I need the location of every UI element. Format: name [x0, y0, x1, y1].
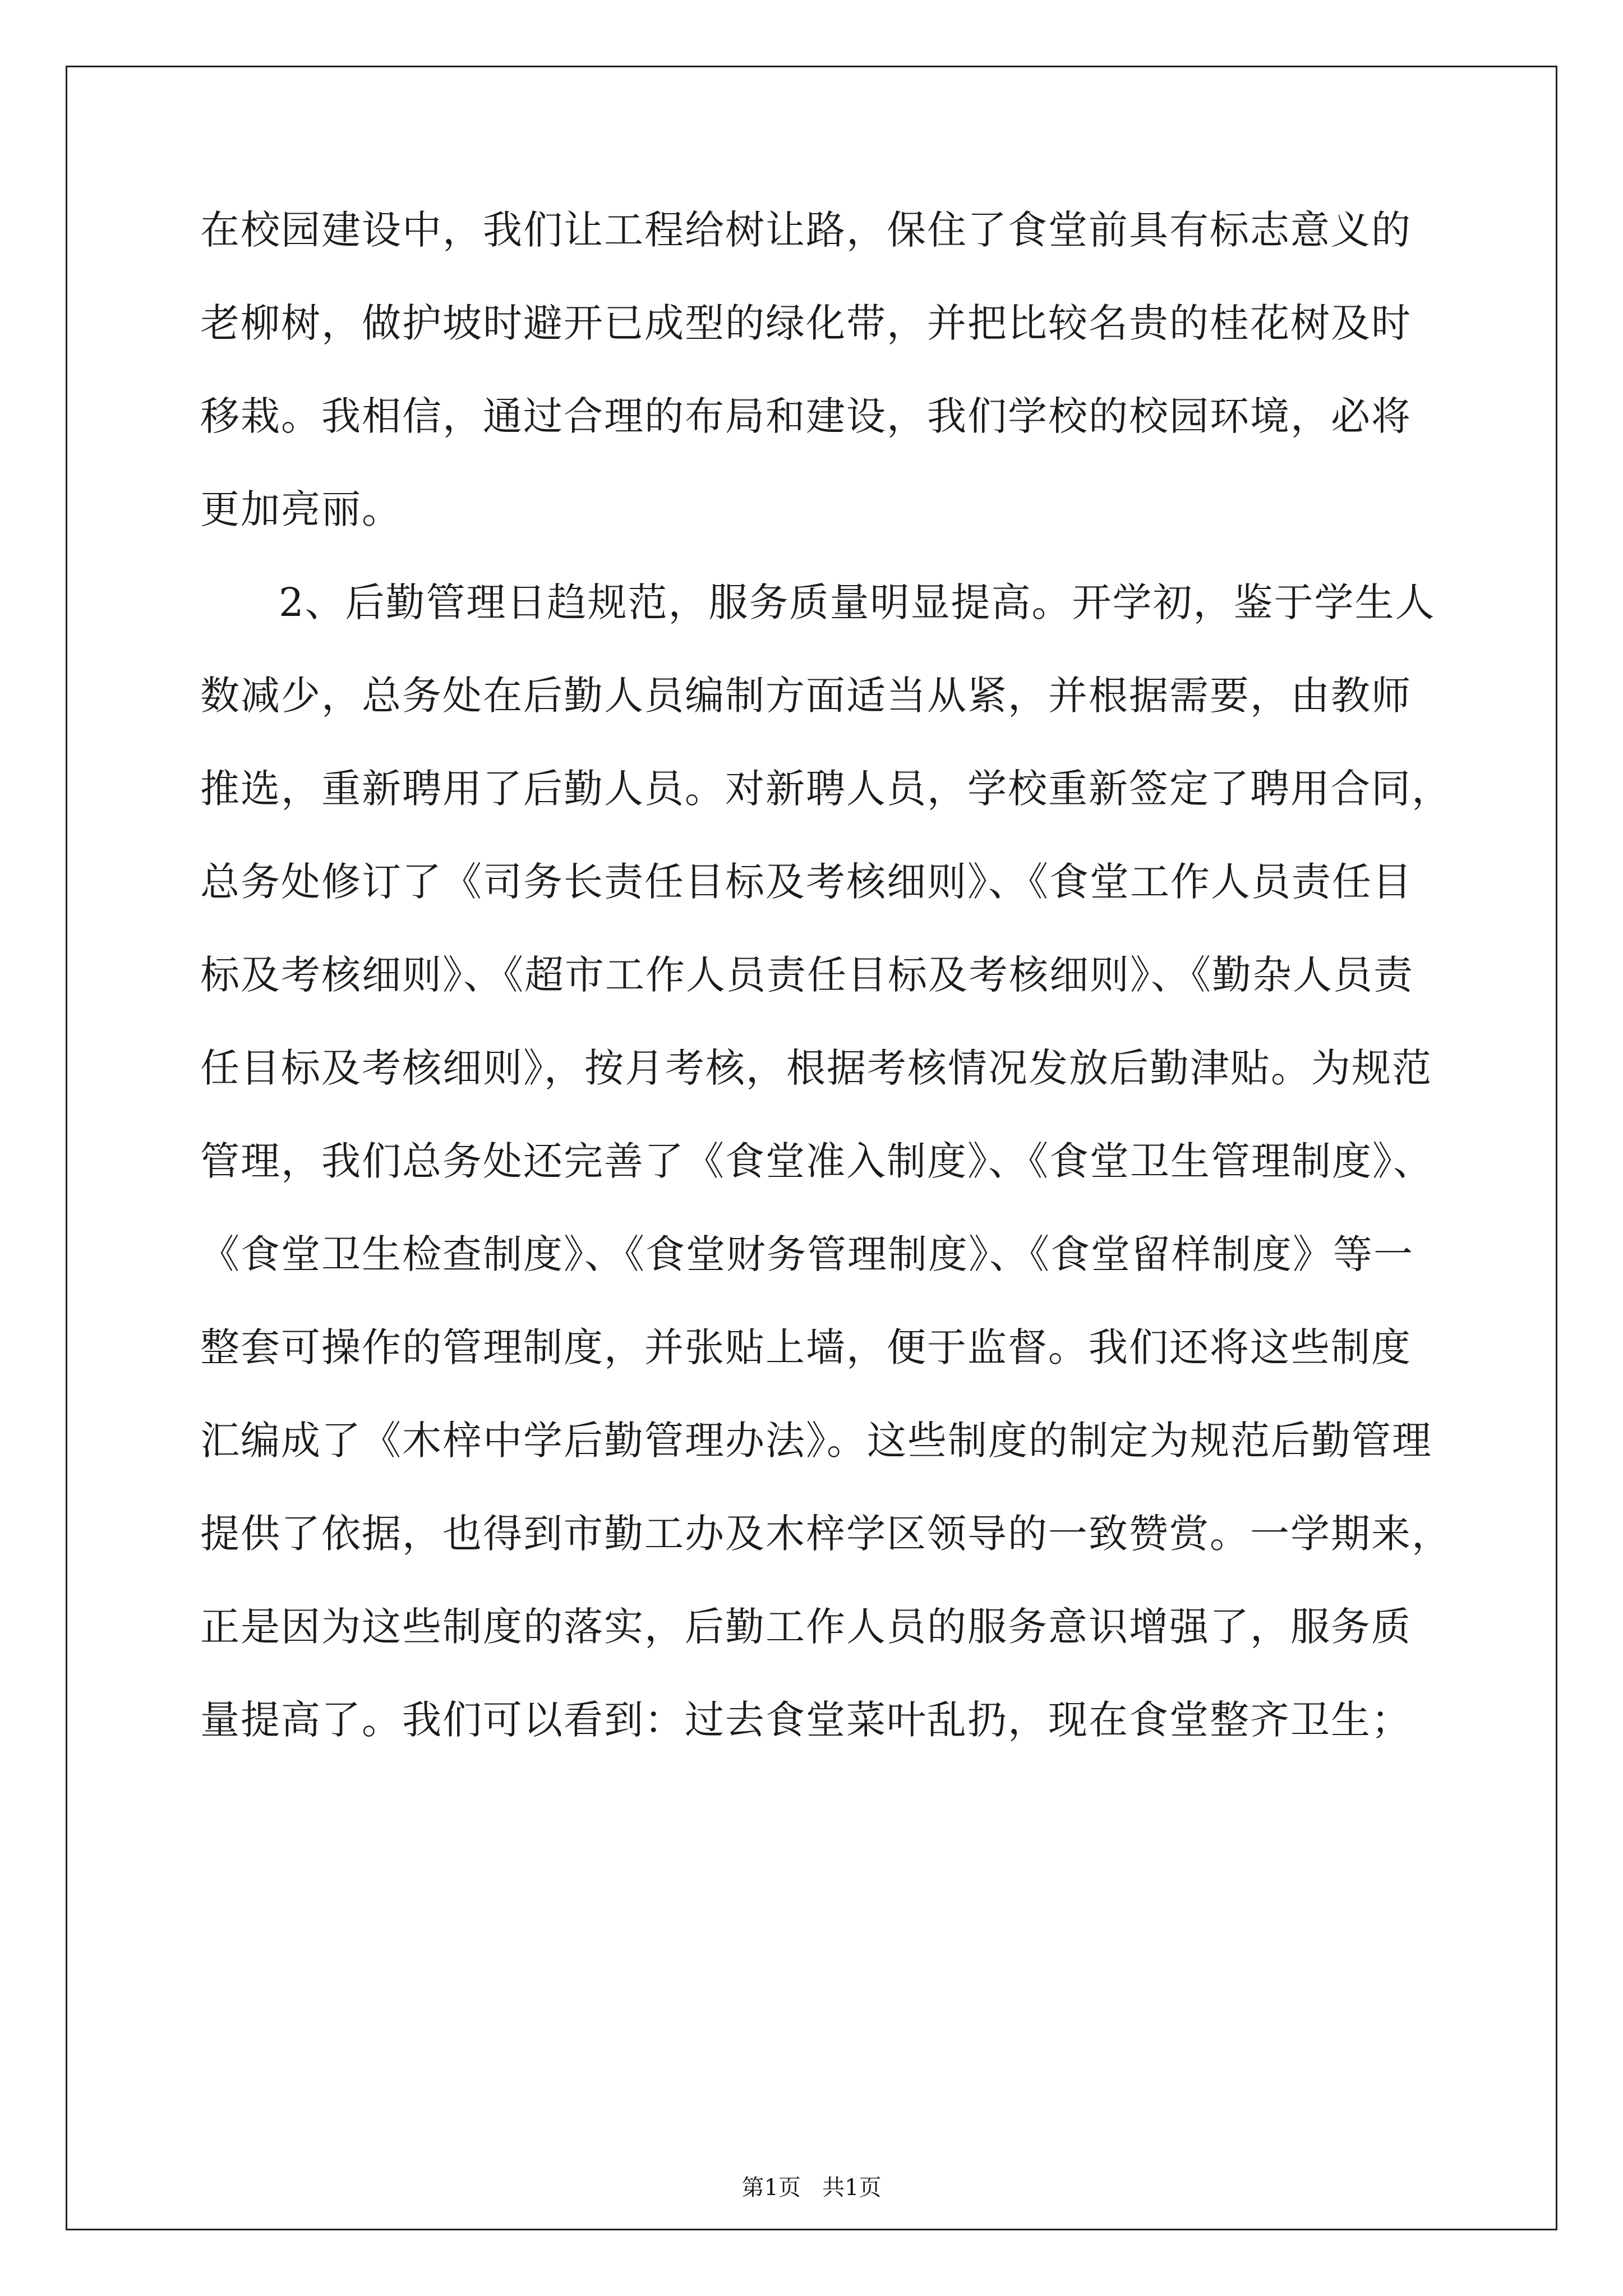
- text-line-13: 整套可操作的管理制度，并张贴上墙，便于监督。我们还将这些制度: [200, 1324, 1412, 1370]
- text-line-2: 老柳树，做护坡时避开已成型的绿化带，并把比较名贵的桂花树及时: [200, 300, 1412, 346]
- text-line-15: 提供了依据，也得到市勤工办及木梓学区领导的一致赞赏。一学期来，: [200, 1511, 1452, 1557]
- text-line-3: 移栽。我相信，通过合理的布局和建设，我们学校的校园环境，必将: [200, 393, 1412, 439]
- page-number-footer: [0, 2171, 1623, 2205]
- text-line-8: 总务处修订了《司务长责任目标及考核细则》、《食堂工作人员责任目: [200, 859, 1413, 905]
- text-line-16: 正是因为这些制度的落实，后勤工作人员的服务意识增强了，服务质: [200, 1604, 1412, 1650]
- text-line-1: 在校园建设中，我们让工程给树让路，保住了食堂前具有标志意义的: [200, 207, 1412, 253]
- text-line-4: 更加亮丽。: [200, 486, 402, 532]
- text-line-12: 《食堂卫生检查制度》、《食堂财务管理制度》、《食堂留样制度》等一: [200, 1231, 1414, 1277]
- page-number-label: 第1页 共1页: [741, 2175, 882, 2201]
- text-line-11: 管理，我们总务处还完善了《食堂准入制度》、《食堂卫生管理制度》、: [200, 1138, 1433, 1184]
- text-line-17: 量提高了。我们可以看到：过去食堂菜叶乱扔，现在食堂整齐卫生；: [200, 1697, 1412, 1743]
- text-line-9: 标及考核细则》、《超市工作人员责任目标及考核细则》、《勤杂人员责: [200, 952, 1414, 998]
- text-line-5: 2、后勤管理日趋规范，服务质量明显提高。开学初，鉴于学生人: [279, 579, 1436, 625]
- text-line-14: 汇编成了《木梓中学后勤管理办法》。这些制度的制定为规范后勤管理: [200, 1418, 1432, 1464]
- text-line-10: 任目标及考核细则》，按月考核，根据考核情况发放后勤津贴。为规范: [200, 1045, 1432, 1091]
- text-line-6: 数减少，总务处在后勤人员编制方面适当从紧，并根据需要，由教师: [200, 673, 1412, 719]
- text-line-7: 推选，重新聘用了后勤人员。对新聘人员，学校重新签定了聘用合同，: [200, 766, 1452, 812]
